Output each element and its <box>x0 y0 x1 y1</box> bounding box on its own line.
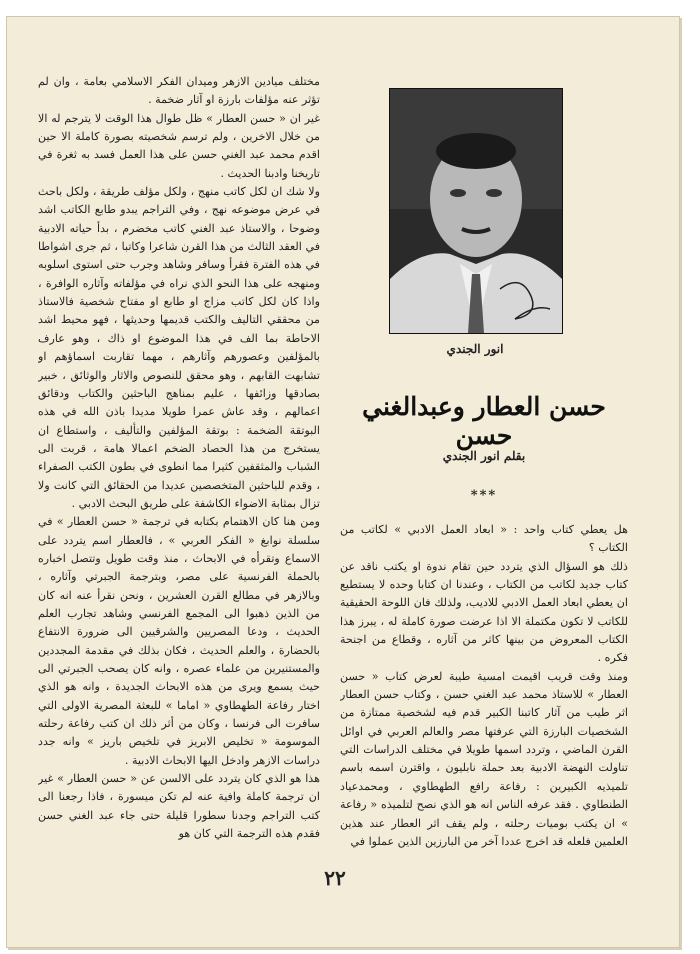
photo-caption: انور الجندي <box>446 342 504 356</box>
page-number: ٢٢ <box>324 866 346 890</box>
article-column-left <box>38 73 320 873</box>
paragraph: مختلف ميادين الازهر وميدان الفكر الاسلامي بعامة ، وان لم تؤثر عنه مؤلفات بارزة او آثار ضخمة . <box>38 75 320 107</box>
paragraph: غير ان « حسن العطار » ظل طوال هذا الوقت لا يترجم له الا من خلال الاخرين ، ولم ترسم شخصيته بصورة كاملة الا حين اقدم محمد عبد الغني حسن على هذا العمل فسد به ثغرة في تاريخنا وادبنا الحديث . <box>38 111 320 180</box>
paragraph: هل يعطي كتاب واحد : « ابعاد العمل الادبي » لكاتب من الكتاب ؟ <box>340 523 628 555</box>
author-portrait-photo <box>389 88 563 334</box>
article-column-right <box>340 521 628 873</box>
paragraph: ومن هنا كان الاهتمام بكتابه في ترجمة « حسن العطار » في سلسلة نوابغ « الفكر العربي » ، فالعطار اسم يتردد على الاسماع وتقرأه في الابحاث ، منذ وقت طويل وتتصل اخباره بالحملة الفرنسية على مصر، وبترجمة الجبرتي وآثاره ، وبالازهر في مطالع القرن العشرين ، ونحن نقرأ عنه انه كان من الذين ذهبوا الى المجمع الفرنسي وشاهد تجارب العلم الحديث ، ودعا المصريين والشرقيين الى ضرورة الانتفاع بالحضارة ، والعلم الحديث ، فكان بذلك في مقدمة المجددين والمستنيرين من علماء عصره ، وانه كان يصحب الجبرتي الى حيث يسمع ويرى من هذه الابحاث الجديدة ، وانه هو الذي اختار رفاعة الطهطاوي « اماما » للبعثة المصرية الاولى التي سافرت الى فرنسا ، وكان من أثر ذلك ان كتب رفاعة رحلته الموسومة « تخليص الابريز في تلخيص باريز » وانه جدد دراسات الازهر وادخل اليها الابحاث الادبية . <box>38 515 320 767</box>
article-title: حسن العطار وعبدالغني حسن <box>362 392 606 450</box>
paragraph: ولا شك ان لكل كاتب منهج ، ولكل مؤلف طريقة ، ولكل باحث في عرض موضوعه نهج ، وفي التراجم يبدو طابع الكاتب اشد وضوحا ، والاستاذ عبد الغني كاتب مخضرم ، بدأ حياته الادبية في العقد الثالث من هذا القرن شاعرا وكاتبا ، ثم جرى اشواطا في هذه الفترة فقرأ وسافر وشاهد وجرب حتى استوى اسلوبه ومنهجه على هذا النحو الذي نراه في مؤلفاته وآثاره الوافرة ، واذا كان لكل كاتب مزاج او طابع او مفتاح شخصية فالاستاذ من محققي التاليف والكتب قديمها وحديثها ، فهو محيط اشد الاحاطة بما الف في هذا الموضوع او ذاك ، وهو عارف بالمؤلفين وعصورهم وآثارهم ، مهما تقاربت اسماؤهم او تشابهت القابهم ، وهو محقق للنصوص والاثار والوثائق ، خبير بصادقها وزائفها ، عليم بمناهج الباحثين والكتاب ودقائق اعمالهم ، وقد عاش عمرا طويلا مديدا باذن الله في هذه البوتقة الضخمة : بوتقة المؤلفين والتأليف ، واستطاع ان يستخرج من هذا الحصاد الضخم اعمالا هامة ، قربت الى الشباب والمثقفين كثيرا مما انطوى في بطون الكتب الصفراء ، وقدم للباحثين المتخصصين عديدا من الحقائق التي كانت ولا تزال بمثابة الاضواء الكاشفة على طريق البحث الادبي . <box>38 185 320 510</box>
section-separator: *** <box>470 488 498 503</box>
article-byline: بقلم انور الجندي <box>442 449 526 463</box>
paragraph: ومنذ وقت قريب اقيمت امسية طيبة لعرض كتاب « حسن العطار » للاستاذ محمد عبد الغني حسن ، وكتاب حسن العطار اثر طيب من آثار كاتبنا الكبير قدم فيه لشخصية ممتازة من الشخصيات البارزة التي عرفتها مصر والعالم العربي في اوائل القرن الماضي ، وتردد اسمها طويلا في مختلف الدراسات التي تناولت النهضة الادبية بعد حملة نابليون ، واقترن اسمه باسم تلميذيه الكبيرين : رفاعة رافع الطهطاوي ، ومحمدعياد الطنطاوي . فقد عرفه الناس انه هو الذي نصح لتلميذه « رفاعة » ان يكتب بوميات رحلته ، ولم يقف اثر العطار عند هذين العلمين فلعله قد اخرج عددا آخر من البارزين الذين عملوا في <box>340 669 628 848</box>
paragraph: هذا هو الذي كان يتردد على الالسن عن « حسن العطار » غير ان ترجمة كاملة وافية عنه لم تكن ميسورة ، فاذا رجعنا الى كتب التراجم وجدنا سطورا قليلة حتى جاء عبد الغني حسن فقدم هذه الترجمة التي كان هو <box>38 772 320 841</box>
paragraph: ذلك هو السؤال الذي يتردد حين تقام ندوة او يكتب ناقد عن كتاب جديد لكاتب من الكتاب ، وعندنا ان كتابا وحده لا يستطيع ان يعطي ابعاد العمل الادبي للاديب، ولذلك فان اللوحة الحقيقية للكاتب لا تكون مكتملة الا اذا عرضت صورة كاملة له ، يبرز هذا الكتاب المعروض من بينها كاثر من آثاره ، وقطاع من اجنحة فكره . <box>340 559 628 665</box>
